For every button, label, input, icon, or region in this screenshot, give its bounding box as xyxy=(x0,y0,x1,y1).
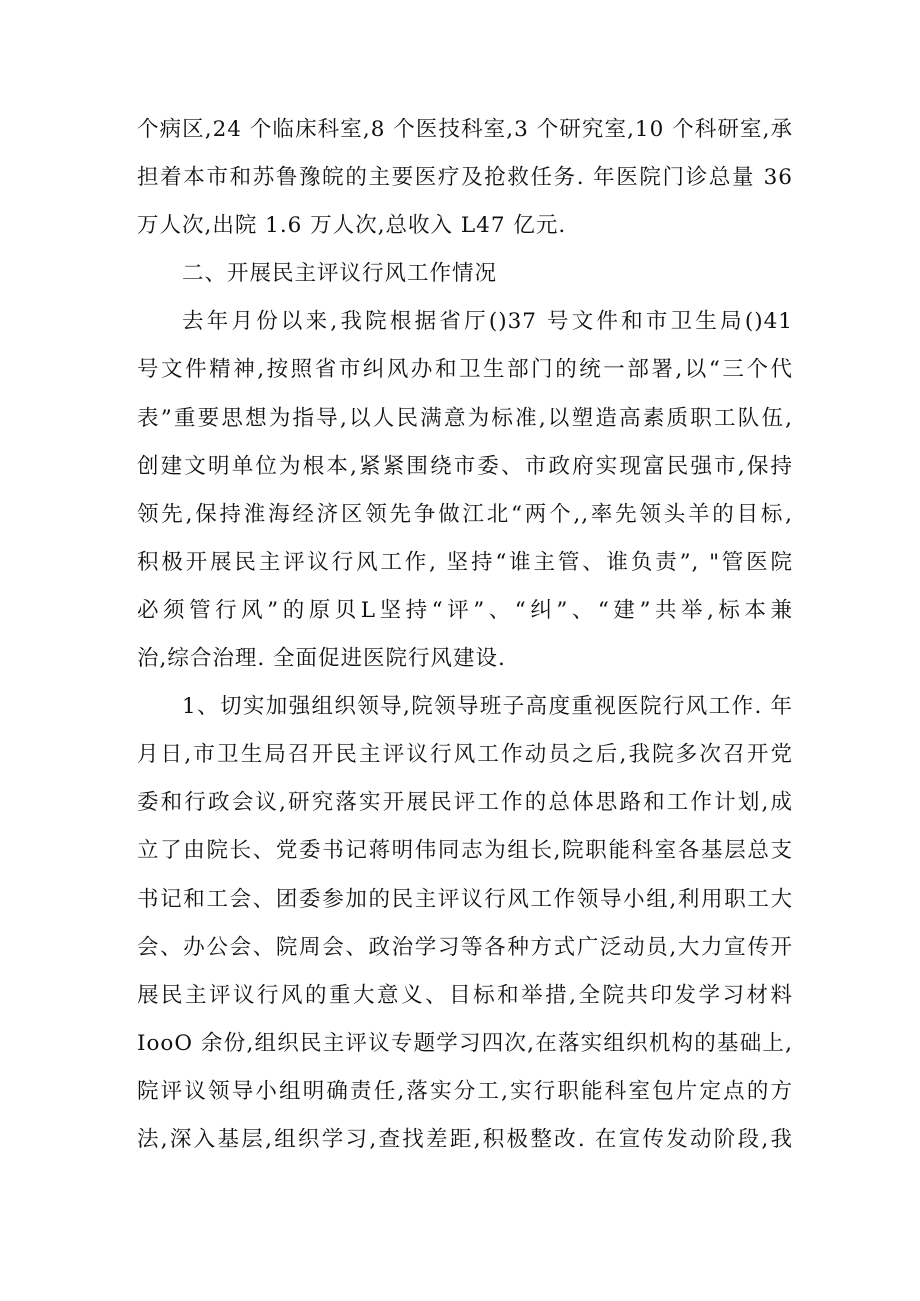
section-heading: 二、开展民主评议行风工作情况 xyxy=(182,261,498,287)
text-line: 法,深入基层,组织学习,查找差距,积极整改. 在宣传发动阶段,我 xyxy=(137,1126,793,1152)
text-line: 会、办公会、院周会、政治学习等各种方式广泛动员,大力宣传开 xyxy=(137,934,793,960)
text-line: 万人次,出院 1.6 万人次,总收入 L47 亿元. xyxy=(137,213,567,239)
text-line: 积极开展民主评议行风工作, 坚持“谁主管、谁负责”, "管医院 xyxy=(137,549,793,575)
text-line: 领先,保持淮海经济区领先争做江北“两个,,率先领头羊的目标, xyxy=(137,501,793,527)
text-line: 个病区,24 个临床科室,8 个医技科室,3 个研究室,10 个科研室,承 xyxy=(137,117,793,142)
text-line: 担着本市和苏鲁豫皖的主要医疗及抢救任务. 年医院门诊总量 36 xyxy=(137,165,793,191)
text-line: 月日,市卫生局召开民主评议行风工作动员之后,我院多次召开党 xyxy=(137,742,793,768)
text-line: IooO 余份,组织民主评议专题学习四次,在落实组织机构的基础上, xyxy=(137,1030,793,1056)
text-line: 创建文明单位为根本,紧紧围绕市委、市政府实现富民强市,保持 xyxy=(137,453,793,479)
text-line: 必须管行风”的原贝L坚持“评”、“纠”、“建”共举,标本兼 xyxy=(137,597,793,623)
text-line: 治,综合治理. 全面促进医院行风建设. xyxy=(137,646,506,672)
text-line: 立了由院长、党委书记蒋明伟同志为组长,院职能科室各基层总支 xyxy=(137,838,793,864)
text-line: 表”重要思想为指导,以人民满意为标准,以塑造高素质职工队伍, xyxy=(137,405,793,431)
text-line: 号文件精神,按照省市纠风办和卫生部门的统一部署,以“三个代 xyxy=(137,357,793,383)
text-line: 院评议领导小组明确责任,落实分工,实行职能科室包片定点的方 xyxy=(137,1078,793,1104)
text-line: 展民主评议行风的重大意义、目标和举措,全院共印发学习材料 xyxy=(137,982,793,1008)
text-line: 委和行政会议,研究落实开展民评工作的总体思路和工作计划,成 xyxy=(137,790,793,816)
document-body xyxy=(137,106,793,1164)
text-line: 去年月份以来,我院根据省厅()37 号文件和市卫生局()41 xyxy=(182,309,793,335)
numbered-paragraph-start: 1、切实加强组织领导,院领导班子高度重视医院行风工作. 年 xyxy=(182,694,793,720)
text-line: 书记和工会、团委参加的民主评议行风工作领导小组,利用职工大 xyxy=(137,886,793,912)
